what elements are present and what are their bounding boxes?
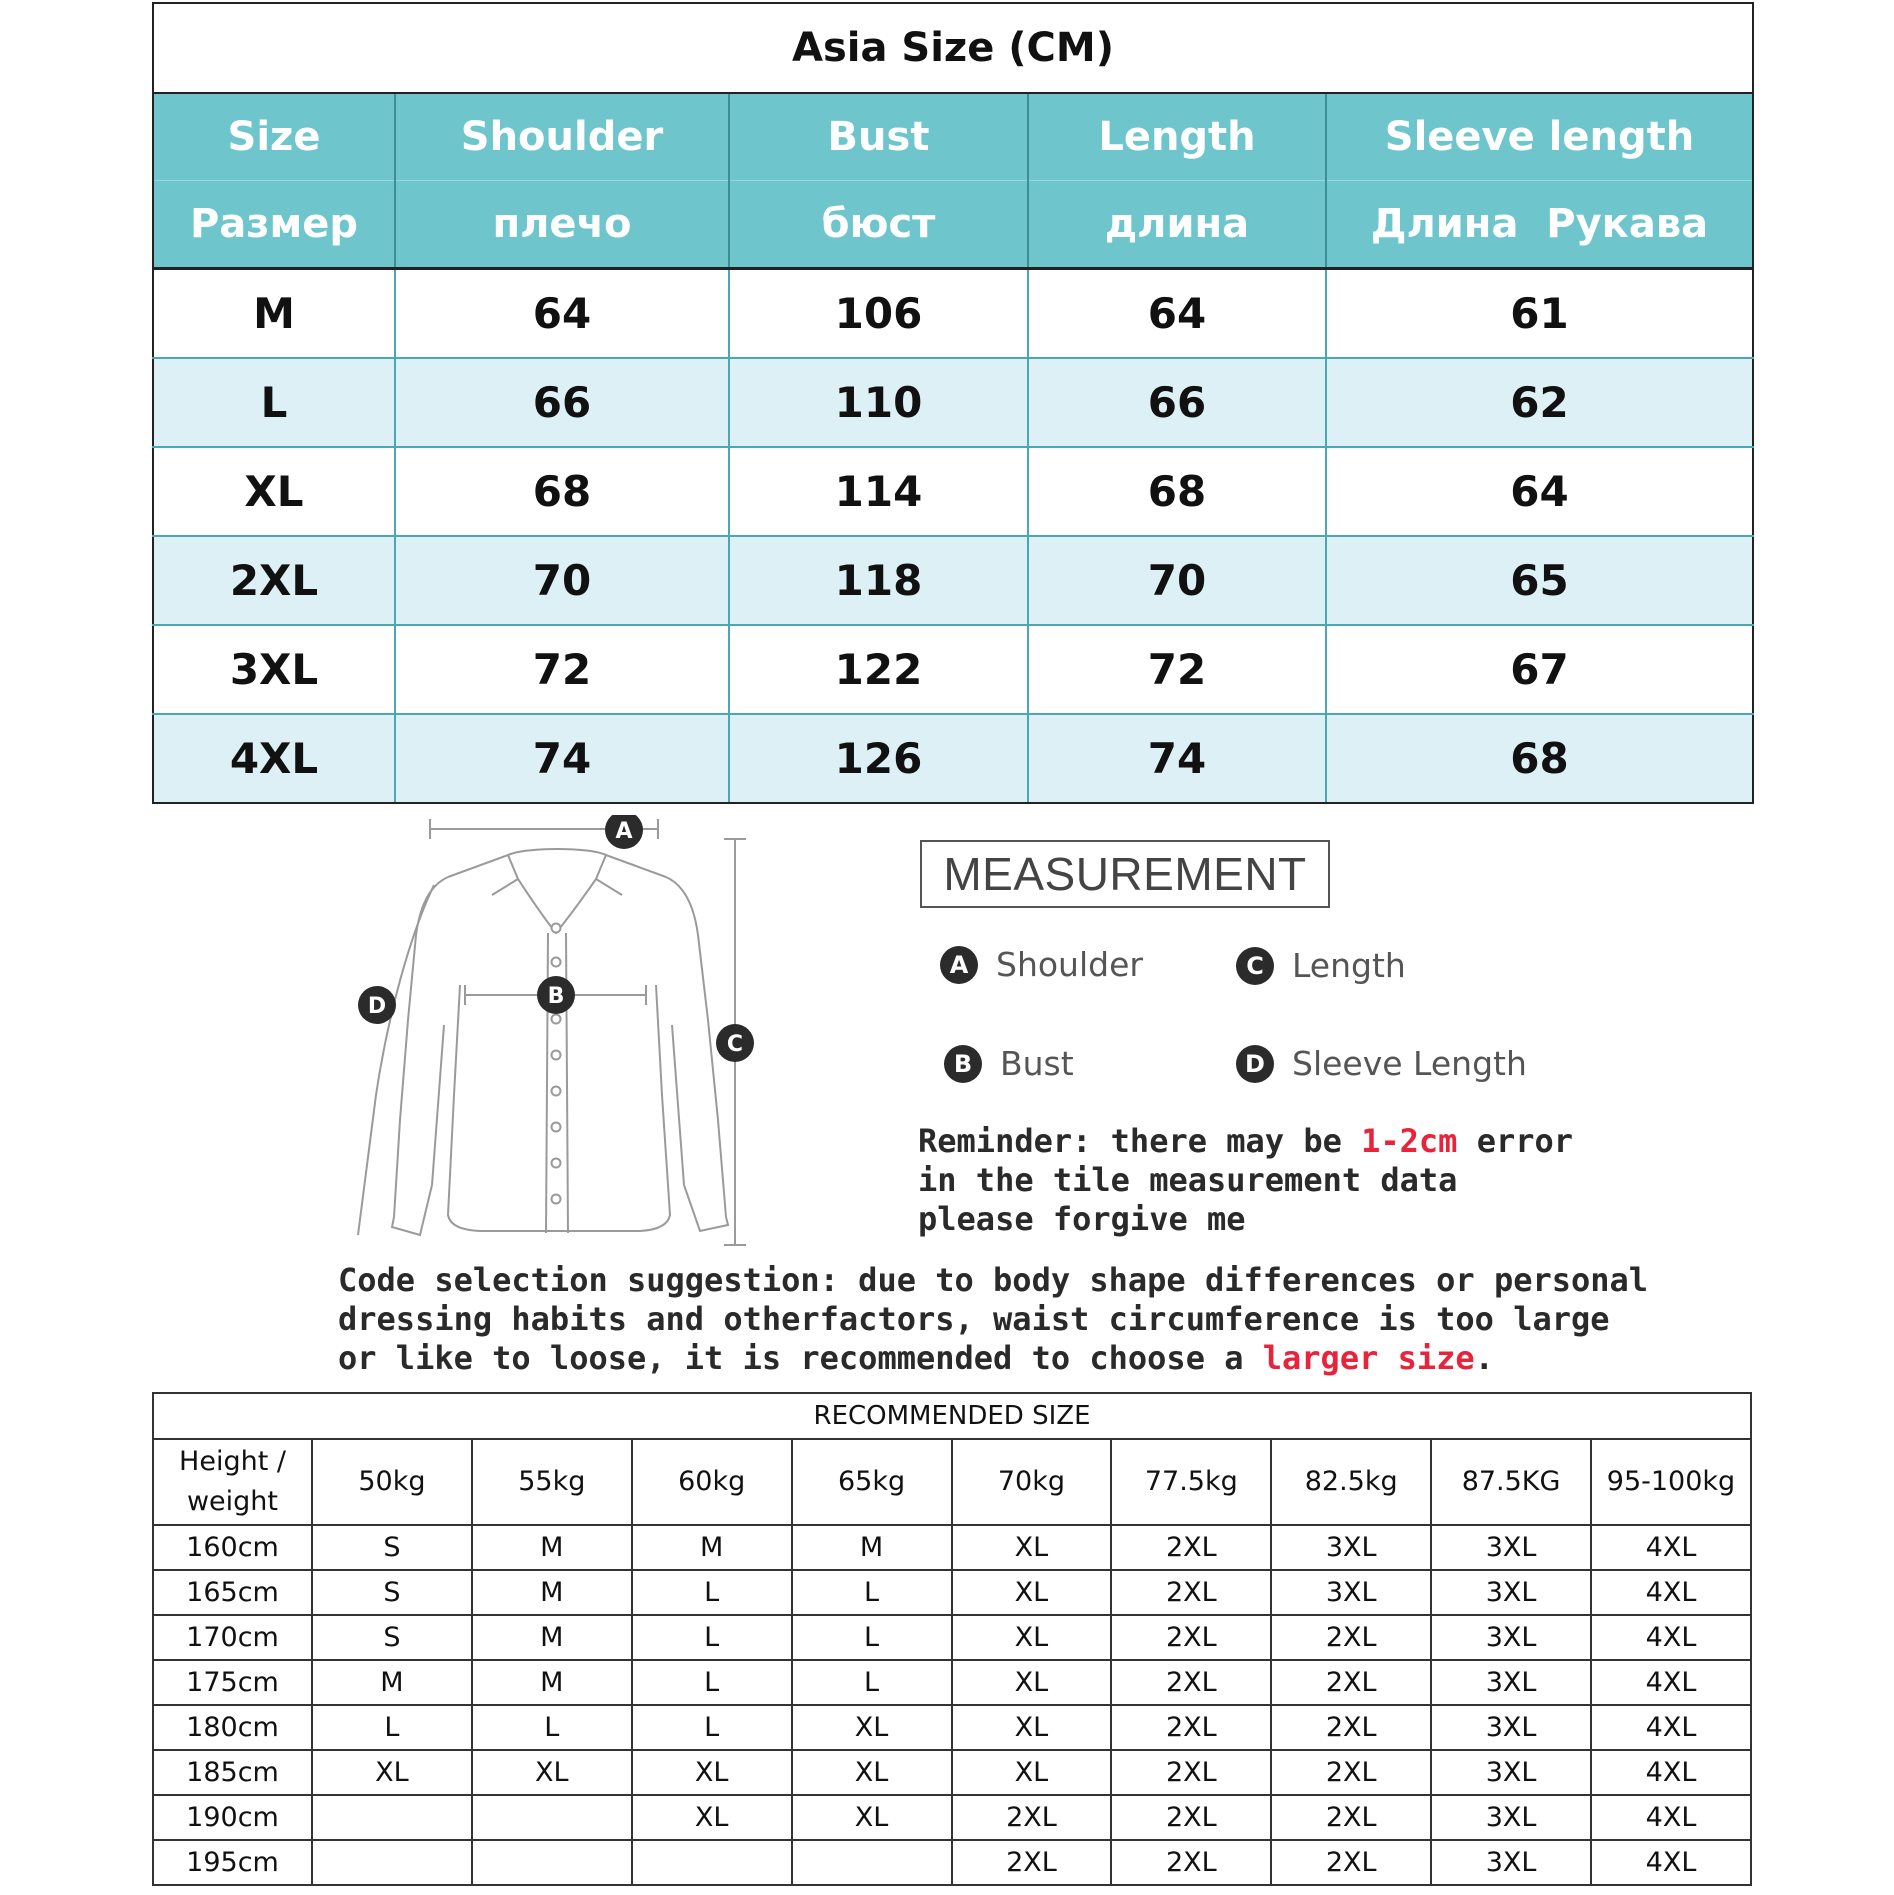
recommended-size-cell: L [792,1660,952,1705]
height-cell: 165cm [153,1570,312,1615]
recommended-size-cell: 2XL [1271,1705,1431,1750]
recommended-size-cell: 4XL [1591,1795,1751,1840]
size-cell: 72 [395,625,729,714]
recommended-header-row [153,1439,1751,1525]
recommended-size-cell: 2XL [1111,1525,1271,1570]
recommended-size-cell: 4XL [1591,1705,1751,1750]
recommended-size-cell [312,1795,472,1840]
size-cell: 72 [1028,625,1326,714]
weight-header: 70kg [952,1439,1112,1525]
size-cell: 62 [1326,358,1753,447]
recommended-size-cell [472,1840,632,1885]
size-cell: XL [153,447,395,536]
measurement-title: MEASUREMENT [920,840,1330,908]
header-size-ru: Размер [153,181,395,269]
recommended-size-cell: M [632,1525,792,1570]
recommended-size-cell: L [632,1660,792,1705]
recommended-size-cell: M [472,1660,632,1705]
size-cell: 74 [395,714,729,803]
badge-a-icon: A [940,946,978,984]
header-length: Length [1028,93,1326,181]
size-cell: 64 [1326,447,1753,536]
recommended-size-cell: 3XL [1431,1840,1591,1885]
recommended-row [153,1570,1751,1615]
recommended-size-cell: M [472,1615,632,1660]
size-row [153,447,1753,536]
size-cell: 64 [1028,269,1326,359]
recommended-size-cell: XL [952,1570,1112,1615]
size-cell: 67 [1326,625,1753,714]
recommended-size-cell: L [632,1570,792,1615]
badge-d-icon: D [1236,1045,1274,1083]
header-sleeve-ru: Длина Рукава [1326,181,1753,269]
recommended-size-cell: XL [952,1615,1112,1660]
recommended-size-cell: 2XL [1111,1570,1271,1615]
corner-line2: weight [186,1486,279,1517]
recommended-size-cell: 2XL [1271,1840,1431,1885]
recommended-size-cell: 2XL [1111,1795,1271,1840]
recommended-size-cell: 4XL [1591,1660,1751,1705]
recommended-size-cell: XL [632,1750,792,1795]
recommended-size-cell: 2XL [1271,1660,1431,1705]
reminder-note [918,1122,1573,1239]
header-shoulder-ru: плечо [395,181,729,269]
corner-line1: Height / [179,1446,286,1477]
recommended-size-cell: 3XL [1431,1615,1591,1660]
recommended-size-cell: XL [312,1750,472,1795]
suggestion-line3-prefix: or like to loose, it is recommended to choose a [338,1339,1263,1377]
height-cell: 185cm [153,1750,312,1795]
size-row [153,269,1753,359]
marker-a [605,815,643,849]
recommended-size-cell: 2XL [1111,1750,1271,1795]
corner-header [153,1439,312,1525]
legend-label: Sleeve Length [1292,1044,1527,1083]
size-cell: 68 [395,447,729,536]
height-cell: 160cm [153,1525,312,1570]
marker-c [716,1024,754,1062]
badge-b-icon: B [944,1045,982,1083]
weight-header: 82.5kg [1271,1439,1431,1525]
height-cell: 190cm [153,1795,312,1840]
weight-header: 60kg [632,1439,792,1525]
recommended-size-cell: XL [952,1750,1112,1795]
recommended-size-cell: XL [792,1750,952,1795]
recommended-size-cell: S [312,1570,472,1615]
reminder-highlight: 1-2cm [1361,1122,1458,1160]
recommended-size-cell: L [632,1615,792,1660]
header-bust-ru: бюст [729,181,1028,269]
recommended-row [153,1525,1751,1570]
size-cell: 68 [1326,714,1753,803]
weight-header: 77.5kg [1111,1439,1271,1525]
size-chart-title: Asia Size (CM) [153,3,1753,93]
size-row [153,714,1753,803]
recommended-size-cell: 4XL [1591,1750,1751,1795]
header-length-ru: длина [1028,181,1326,269]
recommended-size-cell: 2XL [1271,1750,1431,1795]
recommended-size-cell: 2XL [1271,1795,1431,1840]
legend-label: Shoulder [996,945,1143,984]
recommended-size-cell: XL [792,1795,952,1840]
recommended-size-cell: S [312,1615,472,1660]
recommended-size-cell: L [472,1705,632,1750]
recommended-title: RECOMMENDED SIZE [153,1393,1751,1439]
recommended-size-cell: 4XL [1591,1525,1751,1570]
reminder-line2: in the tile measurement data [918,1161,1458,1199]
recommended-size-cell: 2XL [952,1840,1112,1885]
size-cell: 68 [1028,447,1326,536]
recommended-row [153,1660,1751,1705]
recommended-size-table [152,1392,1752,1886]
recommended-size-cell: XL [952,1705,1112,1750]
size-cell: 61 [1326,269,1753,359]
recommended-size-cell: 3XL [1431,1525,1591,1570]
weight-header: 95-100kg [1591,1439,1751,1525]
legend-item-sleeve-length [1236,1044,1527,1083]
height-cell: 195cm [153,1840,312,1885]
recommended-size-cell [312,1840,472,1885]
recommended-size-cell [792,1840,952,1885]
suggestion-line3-suffix: . [1474,1339,1494,1377]
recommended-size-cell: 3XL [1431,1795,1591,1840]
recommended-size-cell: 4XL [1591,1570,1751,1615]
reminder-line3: please forgive me [918,1200,1246,1238]
recommended-size-cell: XL [952,1660,1112,1705]
recommended-size-cell: L [792,1615,952,1660]
legend-label: Bust [1000,1044,1074,1083]
size-suggestion-note [338,1261,1648,1378]
size-cell: 65 [1326,536,1753,625]
size-row [153,358,1753,447]
recommended-size-cell: 4XL [1591,1840,1751,1885]
size-cell: 114 [729,447,1028,536]
header-sleeve: Sleeve length [1326,93,1753,181]
recommended-row [153,1615,1751,1660]
size-cell: 70 [395,536,729,625]
recommended-size-cell: 3XL [1271,1525,1431,1570]
size-cell: M [153,269,395,359]
recommended-size-cell: M [472,1525,632,1570]
recommended-size-cell: M [312,1660,472,1705]
svg-text:C: C [726,1032,744,1057]
recommended-size-cell: 3XL [1431,1705,1591,1750]
header-shoulder: Shoulder [395,93,729,181]
recommended-size-cell: 2XL [952,1795,1112,1840]
weight-header: 50kg [312,1439,472,1525]
recommended-size-cell: M [472,1570,632,1615]
height-cell: 170cm [153,1615,312,1660]
header-row-en [153,93,1753,181]
suggestion-highlight: larger size [1262,1339,1475,1377]
height-cell: 180cm [153,1705,312,1750]
legend-item-length [1236,946,1406,985]
recommended-size-cell: 2XL [1111,1840,1271,1885]
legend-item-shoulder [940,945,1143,984]
recommended-row [153,1750,1751,1795]
recommended-size-cell: 3XL [1431,1750,1591,1795]
recommended-size-cell: 4XL [1591,1615,1751,1660]
size-cell: 70 [1028,536,1326,625]
header-bust: Bust [729,93,1028,181]
recommended-size-cell: L [312,1705,472,1750]
size-cell: 126 [729,714,1028,803]
header-row-ru [153,181,1753,269]
legend-label: Length [1292,946,1406,985]
recommended-size-cell: 3XL [1271,1570,1431,1615]
shirt-measurement-diagram [340,815,760,1260]
recommended-size-cell: XL [952,1525,1112,1570]
recommended-size-cell [632,1840,792,1885]
recommended-size-cell: S [312,1525,472,1570]
recommended-size-cell: XL [792,1705,952,1750]
size-cell: L [153,358,395,447]
size-cell: 106 [729,269,1028,359]
reminder-line1-suffix: error [1457,1122,1574,1160]
suggestion-line1: Code selection suggestion: due to body shape differences or personal [338,1261,1649,1299]
recommended-size-cell: XL [632,1795,792,1840]
recommended-row [153,1840,1751,1885]
marker-d [358,986,396,1024]
size-cell: 4XL [153,714,395,803]
recommended-row [153,1795,1751,1840]
size-cell: 66 [1028,358,1326,447]
size-chart-table [152,2,1754,804]
recommended-row [153,1705,1751,1750]
weight-header: 55kg [472,1439,632,1525]
size-cell: 118 [729,536,1028,625]
svg-text:B: B [547,984,565,1009]
size-cell: 2XL [153,536,395,625]
weight-header: 87.5KG [1431,1439,1591,1525]
weight-header: 65kg [792,1439,952,1525]
height-cell: 175cm [153,1660,312,1705]
recommended-size-cell: M [792,1525,952,1570]
recommended-size-cell: 2XL [1111,1660,1271,1705]
recommended-size-cell: 3XL [1431,1570,1591,1615]
size-cell: 3XL [153,625,395,714]
suggestion-line2: dressing habits and otherfactors, waist circumference is too large [338,1300,1610,1338]
recommended-size-cell: 2XL [1111,1705,1271,1750]
size-cell: 66 [395,358,729,447]
recommended-size-cell: 2XL [1271,1615,1431,1660]
reminder-line1-prefix: Reminder: there may be [918,1122,1362,1160]
svg-text:D: D [367,994,387,1019]
size-cell: 122 [729,625,1028,714]
legend-item-bust [944,1044,1074,1083]
badge-c-icon: C [1236,947,1274,985]
recommended-size-cell: 2XL [1111,1615,1271,1660]
header-size: Size [153,93,395,181]
size-cell: 74 [1028,714,1326,803]
recommended-size-cell [472,1795,632,1840]
recommended-size-cell: 3XL [1431,1660,1591,1705]
size-row [153,625,1753,714]
svg-text:A: A [615,819,633,844]
marker-b [537,976,575,1014]
size-row [153,536,1753,625]
recommended-size-cell: L [792,1570,952,1615]
recommended-size-cell: L [632,1705,792,1750]
recommended-size-cell: XL [472,1750,632,1795]
size-cell: 64 [395,269,729,359]
size-cell: 110 [729,358,1028,447]
